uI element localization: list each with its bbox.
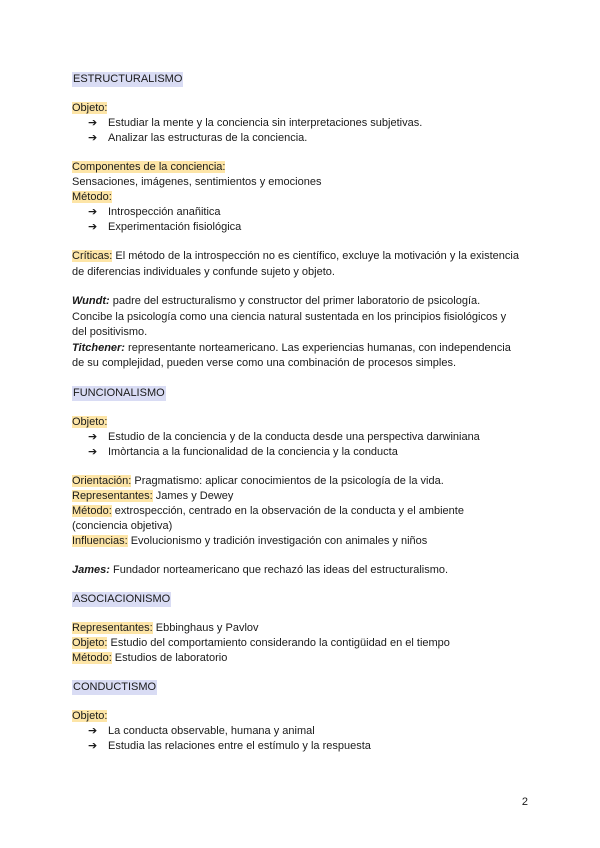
label-objeto: Objeto: xyxy=(72,415,108,428)
label-criticas: Críticas: xyxy=(72,250,113,262)
componentes-text: Sensaciones, imágenes, sentimientos y emociones xyxy=(72,176,322,188)
titchener-paragraph: Titchener: representante norteamericano. Las experiencias humanas, con independencia xyxy=(72,341,511,354)
label-influencias: Influencias: xyxy=(72,534,128,547)
label-objeto: Objeto: xyxy=(72,636,108,649)
arrow-bullet-icon: ➔ xyxy=(88,724,98,737)
label-metodo: Método: xyxy=(72,504,112,517)
section-title-funcionalismo: FUNCIONALISMO xyxy=(73,386,165,399)
list-item: ➔ Estudia las relaciones entre el estímulo y la respuesta xyxy=(88,739,371,752)
arrow-bullet-icon: ➔ xyxy=(88,430,98,443)
document-page: ESTRUCTURALISMO Objeto: ➔ Estudiar la mente y la conciencia sin interpretaciones subjetivas. ➔ Analizar las estructuras de la conciencia. Componentes de la conciencia: Sensaciones, imágenes, sentimientos y emociones Método: ➔ Introspección anañitica ➔ Experimentación fisiológica Críticas: El método de la introspección no es científico, excluye la motivación y la existencia de diferencias individuales y confunde sujeto y objeto. Wundt: padre del estructuralismo y constructor del primer laboratorio de psicología. Concibe la psicología como una ciencia natural sustentada en los principios fisiológicos y del positivismo. Titchener: representante norteamericano. Las experiencias humanas, con independencia de su complejidad, pueden verse como una combinación de procesos simples. FUNCIONALISMO Objeto: ➔ Estudio de la conciencia y de la conducta desde una perspectiva darwiniana ➔ Imòrtancia a la funcionalidad de la conciencia y la conducta Orientación: Pragmatismo: aplicar conocimientos de la psicología de la vida. Representantes: James y Dewey Método: extrospección, centrado en la observación de la conducta y el ambiente (conciencia objetiva) Influencias: Evolucionismo y tradición investigación con animales y niños James: Fundador norteamericano que rechazó las ideas del estructuralismo. ASOCIACIONISMO Representantes: Ebbinghaus y Pavlov Objeto: Estudio del comportamiento considerando la contigüidad en el tiempo Método: Estudios de laboratorio CONDUCTISMO Objeto: ➔ La conducta observable, humana y animal ➔ Estudia las relaciones entre el estímulo y la respuesta xyxy=(72,72,532,754)
section-title-conductismo: CONDUCTISMO xyxy=(73,680,157,693)
arrow-bullet-icon: ➔ xyxy=(88,739,98,752)
label-orientacion: Orientación: xyxy=(72,474,132,487)
label-objeto: Objeto: xyxy=(72,709,108,722)
name-wundt: Wundt: xyxy=(72,295,110,307)
arrow-bullet-icon: ➔ xyxy=(88,206,98,218)
label-metodo: Método: xyxy=(72,191,112,203)
arrow-bullet-icon: ➔ xyxy=(88,445,98,458)
section-title-asociacionismo: ASOCIACIONISMO xyxy=(73,592,171,605)
section-title-estructuralismo: ESTRUCTURALISMO xyxy=(73,73,183,85)
page-number: 2 xyxy=(521,796,528,808)
name-titchener: Titchener: xyxy=(72,341,125,354)
name-james: James: xyxy=(72,563,110,576)
list-item: ➔ Introspección anañitica xyxy=(88,206,221,218)
label-objeto: Objeto: xyxy=(72,102,108,114)
label-metodo: Método: xyxy=(72,651,112,664)
wundt-paragraph: Wundt: padre del estructuralismo y constructor del primer laboratorio de psicología. xyxy=(72,295,481,307)
james-paragraph: James: Fundador norteamericano que rechazó las ideas del estructuralismo. xyxy=(72,563,449,576)
list-item: ➔ Analizar las estructuras de la conciencia. xyxy=(88,132,308,144)
criticas-paragraph: Críticas: El método de la introspección no es científico, excluye la motivación y la existencia xyxy=(72,250,519,262)
list-item: ➔ Estudiar la mente y la conciencia sin interpretaciones subjetivas. xyxy=(88,117,423,129)
list-item: ➔ Estudio de la conciencia y de la conducta desde una perspectiva darwiniana xyxy=(88,430,480,443)
arrow-bullet-icon: ➔ xyxy=(88,132,98,144)
list-item: ➔ La conducta observable, humana y animal xyxy=(88,724,315,737)
list-item: ➔ Imòrtancia a la funcionalidad de la conciencia y la conducta xyxy=(88,445,398,458)
arrow-bullet-icon: ➔ xyxy=(88,117,98,129)
arrow-bullet-icon: ➔ xyxy=(88,221,98,233)
label-representantes: Representantes: xyxy=(72,621,153,634)
label-representantes: Representantes: xyxy=(72,489,153,502)
list-item: ➔ Experimentación fisiológica xyxy=(88,221,242,233)
label-componentes: Componentes de la conciencia: xyxy=(72,161,226,173)
